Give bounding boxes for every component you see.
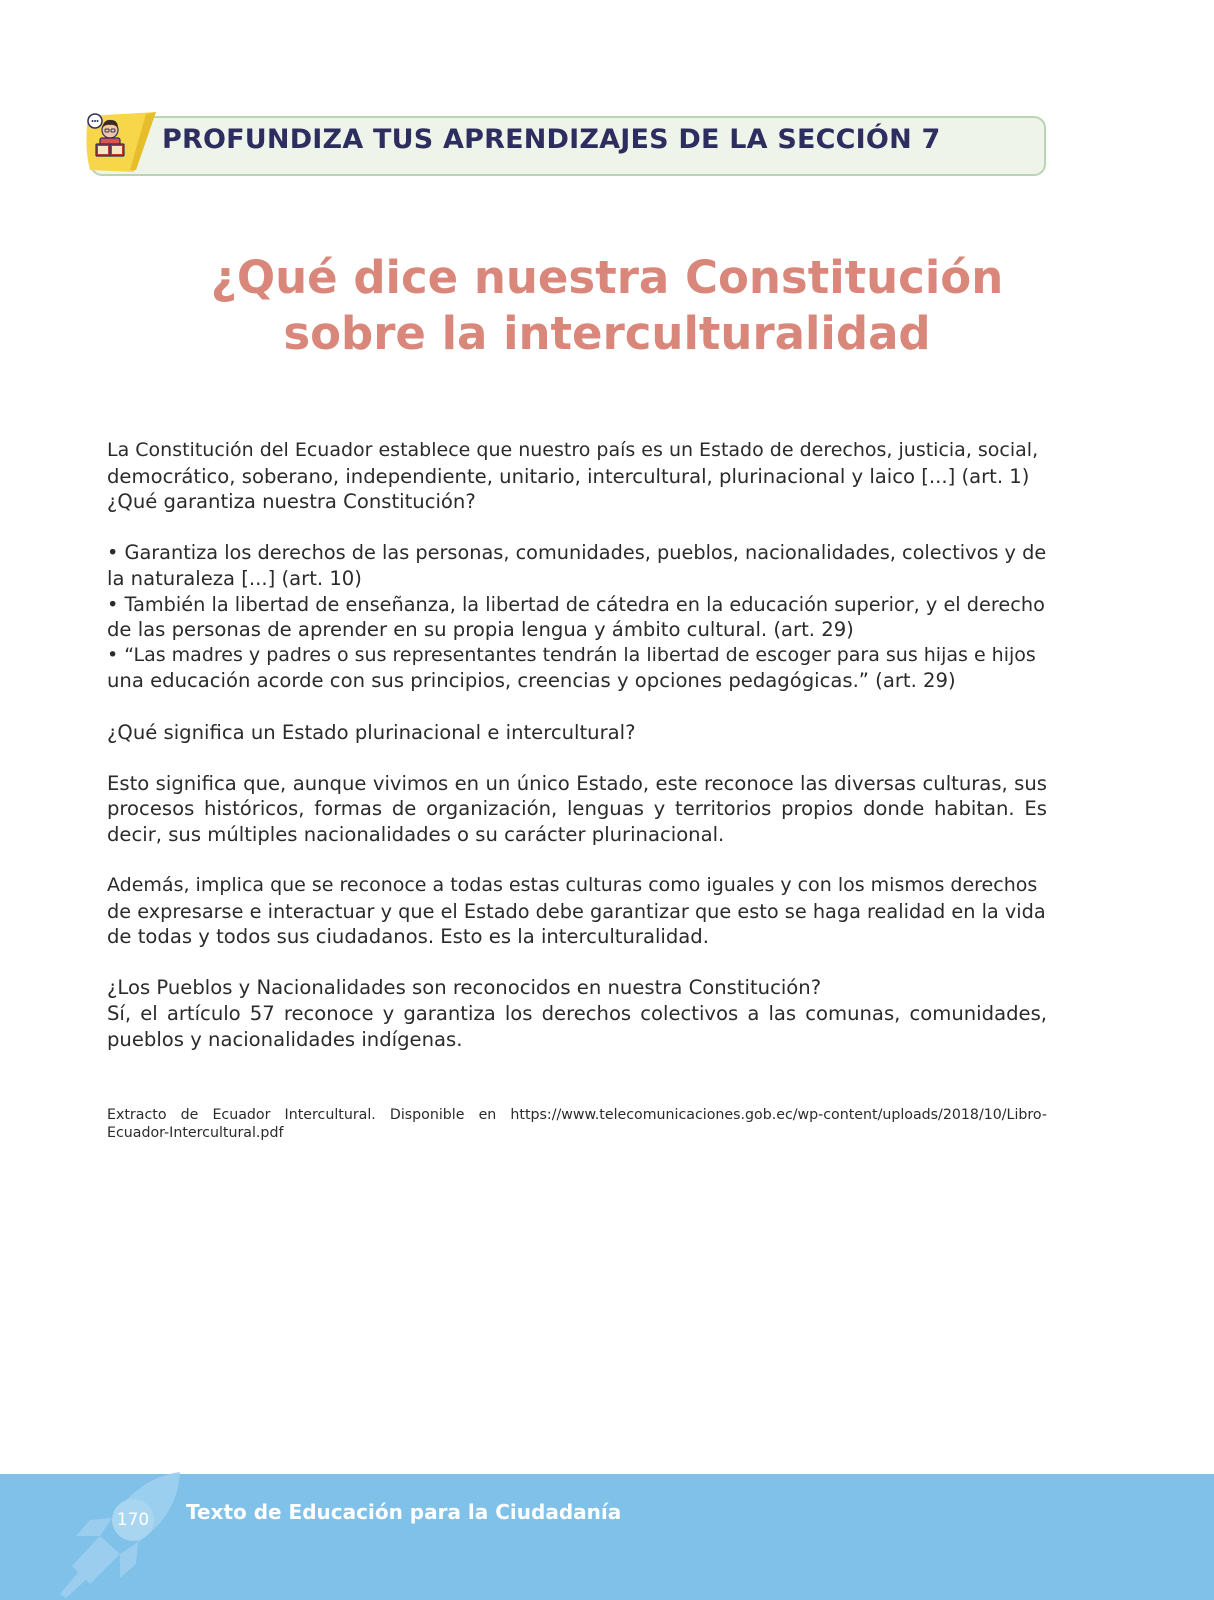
list-item-line: • También la libertad de enseñanza, la libertad de cátedra en la educación superior, y el derecho [107,592,1045,616]
text-line: ¿Los Pueblos y Nacionalidades son reconocidos en nuestra Constitución? [107,976,822,1000]
paragraph-intro [107,438,1047,515]
source-line: Extracto de Ecuador Intercultural. Disponible en https://www.telecomunicaciones.gob.ec/wp-content/uploads/2018/10/Libro- [107,1107,1047,1123]
paragraph-plurinational [107,771,1047,848]
section-banner-title: PROFUNDIZA TUS APRENDIZAJES DE LA SECCIÓN 7 [162,124,941,155]
paragraph-guarantees-list [107,540,1047,694]
list-item-line: una educación acorde con sus principios, creencias y opciones pedagógicas.” (art. 29) [107,669,956,693]
list-item-line: • “Las madres y padres o sus representantes tendrán la libertad de escoger para sus hijas e hijos [107,643,1036,666]
section-banner [84,114,1048,176]
page-number: 170 [112,1499,154,1541]
text-line: ¿Qué significa un Estado plurinacional e intercultural? [107,720,636,744]
text-line: decir, sus múltiples nacionalidades o su carácter plurinacional. [107,822,725,846]
text-line: ¿Qué garantiza nuestra Constitución? [107,490,476,514]
text-line: de expresarse e interactuar y que el Estado debe garantizar que esto se haga realidad en la vida [107,899,1046,923]
student-reading-icon [84,108,156,176]
text-line: democrático, soberano, independiente, unitario, intercultural, plurinacional y laico [...] (art. 1) [107,464,1030,488]
list-item-line: de las personas de aprender en su propia lengua y ámbito cultural. (art. 29) [107,618,854,642]
text-line: Sí, el artículo 57 reconoce y garantiza los derechos colectivos a las comunas, comunidades, [107,1002,1047,1026]
text-line: pueblos y nacionalidades indígenas. [107,1027,463,1051]
list-item-line: • Garantiza los derechos de las personas, comunidades, pueblos, nacionalidades, colectivos y de [107,541,1047,565]
text-line: procesos históricos, formas de organización, lenguas y territorios propios donde habitan. Es [107,797,1047,821]
paragraph-question [107,720,1047,746]
page-title-line: sobre la interculturalidad [283,307,931,360]
page-title-line: ¿Qué dice nuestra Constitución [210,251,1004,304]
text-line: Esto significa que, aunque vivimos en un único Estado, este reconoce las diversas culturas, sus [107,771,1047,795]
source-line: Ecuador-Intercultural.pdf [107,1125,284,1141]
page-title [107,250,1107,362]
text-line: La Constitución del Ecuador establece que nuestro país es un Estado de derechos, justicia, social, [107,439,1039,461]
text-line: de todas y todos sus ciudadanos. Esto es la interculturalidad. [107,925,709,949]
paragraph-interculturality [107,873,1047,950]
paragraph-peoples [107,975,1047,1052]
book-title: Texto de Educación para la Ciudadanía [186,1500,622,1524]
article-body [107,438,1047,1078]
text-line: Además, implica que se reconoce a todas estas culturas como iguales y con los mismos derechos [107,874,1038,897]
source-citation [107,1106,1047,1142]
list-item-line: la naturaleza [...] (art. 10) [107,566,362,590]
